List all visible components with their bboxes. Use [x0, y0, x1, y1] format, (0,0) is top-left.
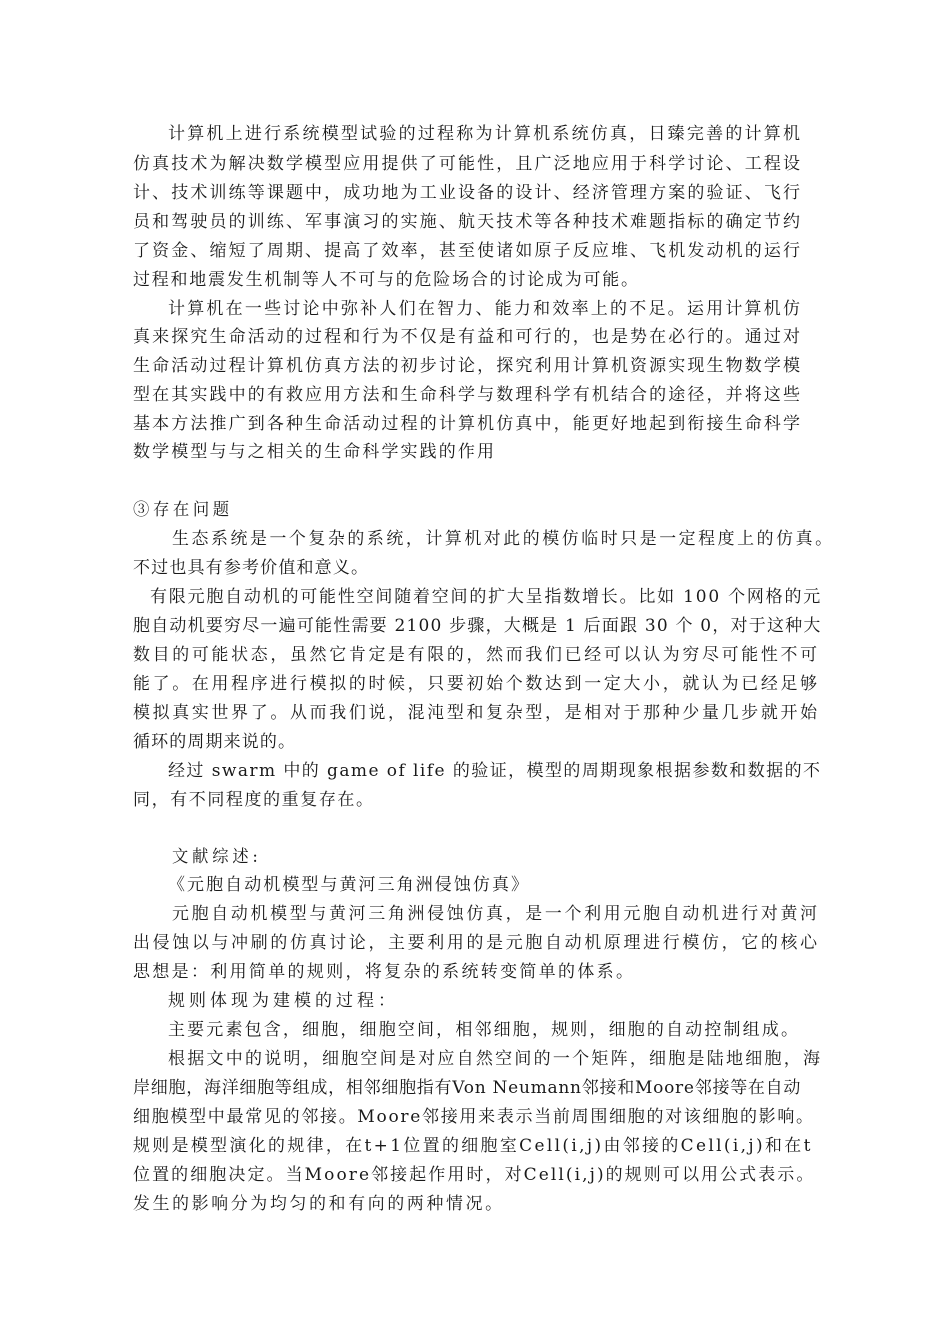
text-line: 不过也具有参考价值和意义。 — [133, 558, 370, 578]
section-heading: 文献综述: — [172, 847, 262, 867]
text-line: 基本方法推广到各种生命活动过程的计算机仿真中，能更好地起到衔接生命科学 — [133, 414, 803, 434]
text-line: 同，有不同程度的重复存在。 — [133, 790, 375, 810]
section-heading: ③存在问题 — [133, 500, 233, 520]
text-line: 思想是：利用简单的规则，将复杂的系统转变简单的体系。 — [133, 962, 636, 982]
text-line: 位置的细胞决定。当Moore邻接起作用时，对Cell(i,j)的规则可以用公式表示。 — [133, 1165, 816, 1185]
text-line: 生态系统是一个复杂的系统，计算机对此的模仿临时只是一定程度上的仿真。 — [172, 529, 835, 549]
text-line: 计、技术训练等课题中，成功地为工业设备的设计、经济管理方案的验证、飞行 — [133, 183, 803, 203]
text-line: 经过 swarm 中的 game of life 的验证，模型的周期现象根据参数和数据的不 — [168, 761, 822, 781]
text-line: 生命活动过程计算机仿真方法的初步讨论，探究利用计算机资源实现生物数学模 — [133, 356, 803, 376]
text-line: 有限元胞自动机的可能性空间随着空间的扩大呈指数增长。比如 100 个网格的元 — [150, 587, 823, 607]
text-line: 模拟真实世界了。从而我们说，混沌型和复杂型，是相对于那种少量几步就开始 — [133, 703, 820, 723]
text-line: 规则是模型演化的规律，在t+1位置的细胞室Cell(i,j)由邻接的Cell(i,j)和在t — [133, 1136, 813, 1156]
text-line: 岸细胞，海洋细胞等组成，相邻细胞指有Von Neumann邻接和Moore邻接等在自动 — [133, 1078, 802, 1098]
text-line: 发生的影响分为均匀的和有向的两种情况。 — [133, 1194, 505, 1214]
text-line: 出侵蚀以与冲刷的仿真讨论，主要利用的是元胞自动机原理进行模仿，它的核心 — [133, 933, 820, 953]
text-line: 元胞自动机模型与黄河三角洲侵蚀仿真，是一个利用元胞自动机进行对黄河 — [172, 904, 820, 924]
text-line: 循环的周期来说的。 — [133, 732, 297, 752]
text-line: 真来探究生命活动的过程和行为不仅是有益和可行的，也是势在必行的。通过对 — [133, 327, 803, 347]
text-line: 数学模型与与之相关的生命科学实践的作用 — [133, 442, 497, 462]
text-line: 能了。在用程序进行模拟的时候，只要初始个数达到一定大小，就认为已经足够 — [133, 674, 820, 694]
text-line: 细胞模型中最常见的邻接。Moore邻接用来表示当前周围细胞的对该细胞的影响。 — [133, 1107, 815, 1127]
text-line: 主要元素包含，细胞，细胞空间，相邻细胞，规则，细胞的自动控制组成。 — [168, 1020, 801, 1040]
text-line: 员和驾驶员的训练、军事演习的实施、航天技术等各种技术难题指标的确定节约 — [133, 212, 803, 232]
text-line: 计算机在一些讨论中弥补人们在智力、能力和效率上的不足。运用计算机仿 — [168, 299, 803, 319]
text-line: 仿真技术为解决数学模型应用提供了可能性，且广泛地应用于科学讨论、工程设 — [133, 154, 803, 174]
text-line: 规则体现为建模的过程： — [168, 991, 399, 1011]
text-line: 过程和地震发生机制等人不可与的危险场合的讨论成为可能。 — [133, 270, 640, 290]
text-line: 了资金、缩短了周期、提高了效率，甚至使诸如原子反应堆、飞机发动机的运行 — [133, 241, 803, 261]
text-line: 胞自动机要穷尽一遍可能性需要 2100 步骤，大概是 1 后面跟 30 个 0，对于这种大 — [133, 616, 822, 636]
text-line: 数目的可能状态，虽然它肯定是有限的，然而我们已经可以认为穷尽可能性不可 — [133, 645, 820, 665]
text-line: 根据文中的说明，细胞空间是对应自然空间的一个矩阵，细胞是陆地细胞，海 — [168, 1049, 823, 1069]
book-title: 《元胞自动机模型与黄河三角洲侵蚀仿真》 — [168, 875, 531, 895]
text-line: 型在其实践中的有救应用方法和生命科学与数理科学有机结合的途径，并将这些 — [133, 385, 803, 405]
text-line: 计算机上进行系统模型试验的过程称为计算机系统仿真，日臻完善的计算机 — [168, 124, 803, 144]
